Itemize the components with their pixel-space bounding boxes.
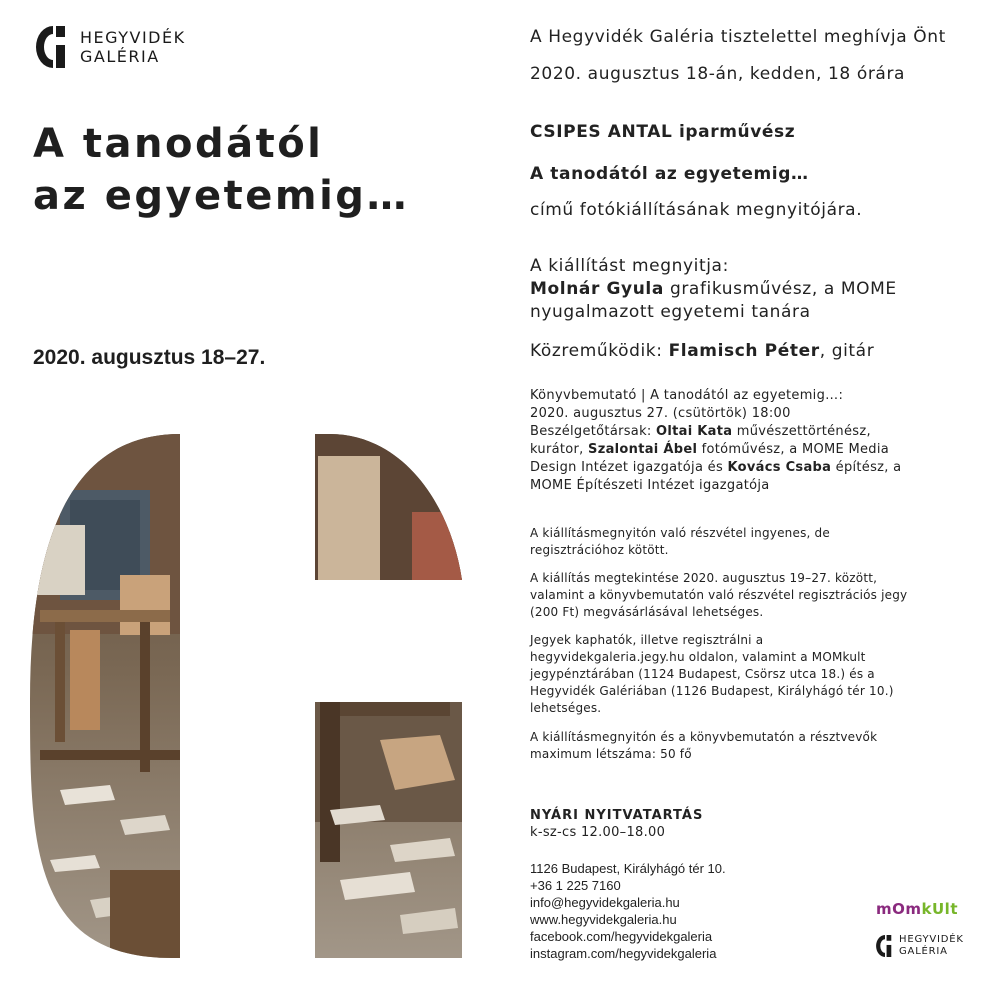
book-l3-post: művészettörténész, [732, 424, 871, 439]
note-3 [530, 632, 970, 717]
photo-letter-g [0, 420, 480, 970]
momkult-logo [876, 900, 958, 918]
note-3-line-5: lehetséges. [530, 701, 602, 715]
performer-suffix: , gitár [819, 341, 875, 361]
book-l4-post: fotóművész, a MOME Media [697, 442, 890, 457]
note-2 [530, 570, 970, 621]
invite-line-1: A Hegyvidék Galéria tisztelettel meghívja Önt [530, 27, 946, 47]
exhibition-subtitle: című fotókiállításának megnyitójára. [530, 200, 863, 220]
note-3-line-2: hegyvidekgaleria.jegy.hu oldalon, valamint a MOMkult [530, 650, 866, 664]
small-logo-line-1: HEGYVIDÉK [899, 934, 964, 945]
book-l4-pre: kurátor, [530, 442, 589, 457]
opening-speaker [530, 277, 970, 301]
gallery-logo-text [80, 28, 186, 66]
book-line-6: MOME Építészeti Intézet igazgatója [530, 478, 770, 493]
exhibition-date-range: 2020. augusztus 18–27. [33, 346, 266, 369]
opening-hours-value: k-sz-cs 12.00–18.00 [530, 825, 666, 840]
note-3-line-1: Jegyek kaphatók, illetve regisztrálni a [530, 633, 764, 647]
note-4-line-2: maximum létszáma: 50 fő [530, 747, 692, 761]
exhibition-main-title [33, 118, 473, 222]
note-3-line-3: jegypénztárában (1124 Budapest, Csörsz utca 18.) és a [530, 667, 875, 681]
speaker-name: Molnár Gyula [530, 279, 664, 299]
book-l5-post: építész, a [831, 460, 902, 475]
book-line-2: 2020. augusztus 27. (csütörtök) 18:00 [530, 406, 791, 421]
note-3-line-4: Hegyvidék Galériában (1126 Budapest, Királyhágó tér 10.) [530, 684, 894, 698]
logo-line-2: GALÉRIA [80, 47, 160, 66]
opening-hours-title: NYÁRI NYITVATARTÁS [530, 808, 704, 823]
main-title-line-2: az egyetemig… [33, 173, 409, 219]
gallery-logo-icon [36, 26, 70, 68]
book-l3-name: Oltai Kata [656, 424, 733, 439]
opening-speaker-role-b: nyugalmazott egyetemi tanára [530, 302, 811, 322]
book-line-5 [530, 459, 970, 477]
gallery-logo [36, 26, 186, 68]
gallery-logo-small [876, 934, 964, 958]
artist-name: CSIPES ANTAL iparművész [530, 122, 796, 142]
note-2-line-3: (200 Ft) megvásárlásával lehetséges. [530, 605, 764, 619]
gallery-logo-small-icon [876, 935, 894, 957]
logo-line-1: HEGYVIDÉK [80, 28, 186, 47]
book-l5-name: Kovács Csaba [727, 460, 832, 475]
performer-line [530, 339, 970, 363]
contact-facebook[interactable]: facebook.com/hegyvidekgaleria [530, 929, 713, 944]
note-1-line-1: A kiállításmegnyitón való részvétel ingyenes, de [530, 526, 830, 540]
book-line-3 [530, 423, 970, 441]
note-2-line-2: valamint a könyvbemutatón való részvétel regisztrációs jegy [530, 588, 908, 602]
momkult-part-2: kUlt [921, 900, 958, 918]
book-l5-pre: Design Intézet igazgatója és [530, 460, 728, 475]
note-4-line-1: A kiállításmegnyitón és a könyvbemutatón a résztvevők [530, 730, 878, 744]
performer-name: Flamisch Péter [668, 341, 820, 361]
contact-email[interactable]: info@hegyvidekgaleria.hu [530, 895, 680, 910]
note-4 [530, 729, 970, 763]
opening-intro: A kiállítást megnyitja: [530, 256, 729, 276]
small-logo-line-2: GALÉRIA [899, 946, 948, 957]
contact-address: 1126 Budapest, Királyhágó tér 10. [530, 861, 726, 876]
speaker-role-a: grafikusművész, a MOME [663, 279, 897, 299]
note-1-line-2: regisztrációhoz kötött. [530, 543, 669, 557]
book-l3-pre: Beszélgetőtársak: [530, 424, 657, 439]
note-2-line-1: A kiállítás megtekintése 2020. augusztus 19–27. között, [530, 571, 878, 585]
book-l4-name: Szalontai Ábel [588, 442, 698, 457]
contact-phone: +36 1 225 7160 [530, 878, 621, 893]
main-title-line-1: A tanodától [33, 121, 324, 167]
note-1 [530, 525, 970, 559]
contact-instagram[interactable]: instagram.com/hegyvidekgaleria [530, 946, 717, 961]
momkult-part-1: mOm [876, 900, 922, 918]
invite-date-line: 2020. augusztus 18-án, kedden, 18 órára [530, 64, 906, 84]
exhibition-title: A tanodától az egyetemig… [530, 164, 809, 184]
gallery-logo-small-text [899, 934, 964, 958]
performer-prefix: Közreműködik: [530, 341, 669, 361]
book-line-1: Könyvbemutató | A tanodától az egyetemig…: [530, 388, 844, 403]
book-line-4 [530, 441, 970, 459]
contact-website[interactable]: www.hegyvidekgaleria.hu [530, 912, 677, 927]
